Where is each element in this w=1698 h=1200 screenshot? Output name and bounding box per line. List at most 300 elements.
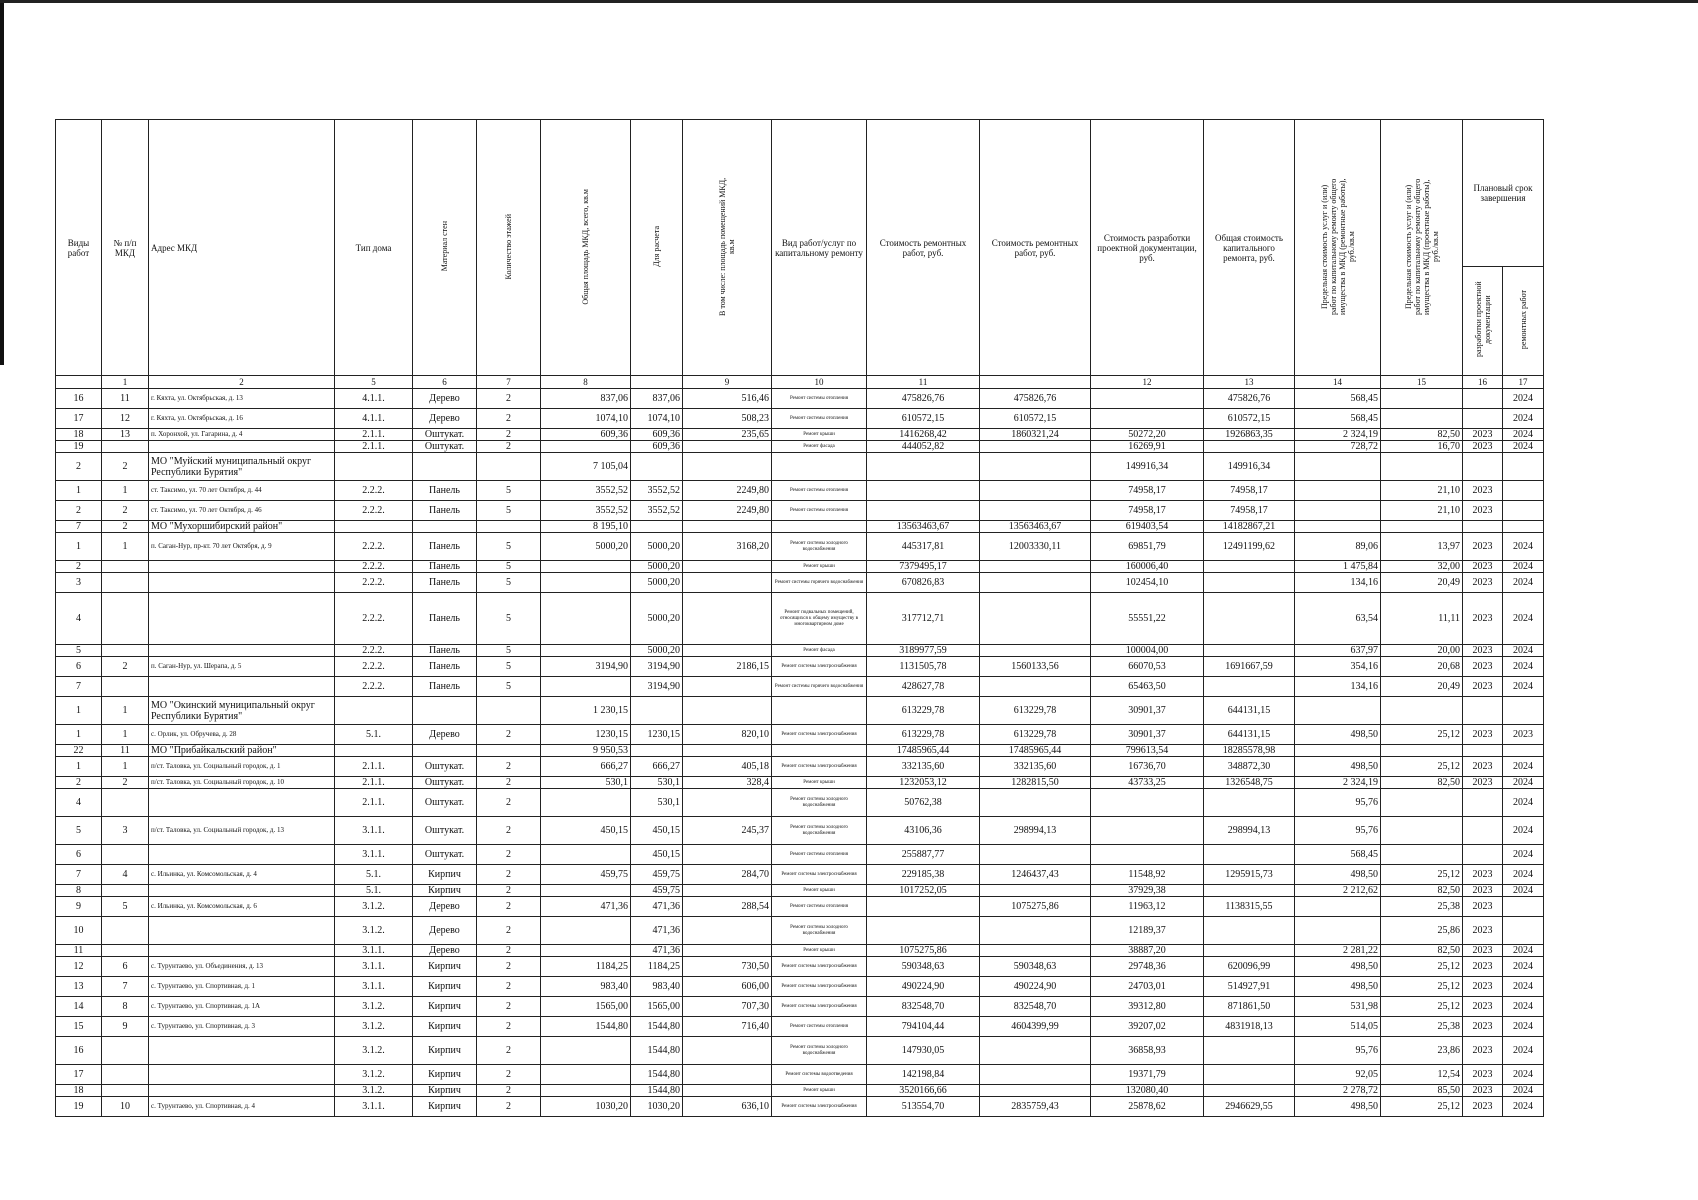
cell-wall-material: Кирпич [413,957,477,977]
cell-work-kind: 12 [56,957,102,977]
cell-work-kind: 1 [56,725,102,745]
cell-total-area: 837,06 [541,389,631,409]
cell-total-cost: 644131,15 [1204,725,1295,745]
column-number: 14 [1295,376,1381,389]
cell-wall-material: Кирпич [413,1097,477,1117]
cell-work-type: Ремонт системы электроснабжения [772,977,867,997]
cell-limit-design: 21,10 [1381,481,1463,501]
cell-design-cost: 69851,79 [1091,533,1204,561]
table-row [56,789,1544,817]
cell-mkd-num: 1 [102,725,149,745]
cell-limit-design: 85,50 [1381,1085,1463,1097]
cell-total-cost: 644131,15 [1204,697,1295,725]
cell-work-type: Ремонт системы водоотведения [772,1065,867,1085]
cell-deadline-design [1463,817,1503,845]
cell-work-type: Ремонт системы отопления [772,897,867,917]
cell-total-area: 1544,80 [541,1017,631,1037]
col-header-total-cost: Общая стоимость капитального ремонта, руб. [1204,120,1295,376]
cell-mkd-num: 4 [102,865,149,885]
cell-premises-area [683,573,772,593]
cell-deadline-design [1463,453,1503,481]
cell-total-cost [1204,1085,1295,1097]
cell-mkd-num [102,441,149,453]
cell-premises-area [683,561,772,573]
cell-total-area [541,593,631,645]
cell-premises-area [683,1037,772,1065]
cell-repair-cost-2: 1246437,43 [980,865,1091,885]
cell-limit-repair: 531,98 [1295,997,1381,1017]
cell-deadline-repair: 2024 [1503,977,1544,997]
cell-design-cost: 25878,62 [1091,1097,1204,1117]
cell-address [149,845,335,865]
column-number [980,376,1091,389]
cell-wall-material: Оштукат. [413,789,477,817]
cell-address: с. Турунтаево, ул. Спортивная, д. 1А [149,997,335,1017]
cell-house-type: 5.1. [335,725,413,745]
cell-limit-repair: 514,05 [1295,1017,1381,1037]
cell-repair-cost-2 [980,645,1091,657]
cell-wall-material: Панель [413,645,477,657]
table-row [56,885,1544,897]
cell-address [149,945,335,957]
column-number: 5 [335,376,413,389]
cell-total-area [541,573,631,593]
cell-floors [477,453,541,481]
cell-wall-material: Дерево [413,897,477,917]
table-row [56,573,1544,593]
cell-calc-area: 5000,20 [631,645,683,657]
cell-deadline-design: 2023 [1463,481,1503,501]
cell-deadline-repair: 2024 [1503,645,1544,657]
cell-repair-cost-2 [980,441,1091,453]
cell-deadline-repair: 2024 [1503,657,1544,677]
cell-repair-cost-2 [980,845,1091,865]
cell-premises-area [683,453,772,481]
cell-premises-area [683,789,772,817]
cell-total-area [541,1085,631,1097]
cell-wall-material: Панель [413,593,477,645]
cell-address [149,573,335,593]
cell-calc-area: 530,1 [631,789,683,817]
cell-mkd-num: 2 [102,657,149,677]
cell-premises-area: 820,10 [683,725,772,745]
cell-wall-material: Кирпич [413,885,477,897]
cell-deadline-design: 2023 [1463,1017,1503,1037]
column-number: 7 [477,376,541,389]
cell-limit-repair: 95,76 [1295,1037,1381,1065]
column-number: 13 [1204,376,1295,389]
cell-deadline-repair: 2024 [1503,441,1544,453]
col-header-total-area: Общая площадь МКД, всего, кв.м [541,120,631,376]
cell-calc-area: 471,36 [631,917,683,945]
cell-limit-design [1381,453,1463,481]
cell-total-cost: 475826,76 [1204,389,1295,409]
cell-limit-design: 25,12 [1381,997,1463,1017]
cell-repair-cost: 1075275,86 [867,945,980,957]
cell-floors: 2 [477,865,541,885]
cell-deadline-design: 2023 [1463,1085,1503,1097]
cell-limit-repair: 95,76 [1295,817,1381,845]
cell-mkd-num [102,845,149,865]
cell-work-type: Ремонт системы электроснабжения [772,757,867,777]
col-header-deadline: Плановый срок завершения [1463,120,1544,267]
cell-limit-repair: 498,50 [1295,977,1381,997]
cell-address: ст. Таксимо, ул. 70 лет Октября, д. 44 [149,481,335,501]
cell-deadline-design: 2023 [1463,945,1503,957]
cell-design-cost: 11548,92 [1091,865,1204,885]
cell-premises-area [683,645,772,657]
cell-address: с. Ильинка, ул. Комсомольская, д. 4 [149,865,335,885]
cell-limit-design [1381,789,1463,817]
cell-limit-repair: 134,16 [1295,677,1381,697]
cell-repair-cost: 444052,82 [867,441,980,453]
table-row [56,593,1544,645]
cell-limit-repair: 498,50 [1295,957,1381,977]
table-row [56,957,1544,977]
cell-repair-cost-2: 490224,90 [980,977,1091,997]
cell-wall-material: Дерево [413,409,477,429]
cell-floors [477,521,541,533]
cell-address: п. Хоронхой, ул. Гагарина, д. 4 [149,429,335,441]
cell-repair-cost-2: 1860321,24 [980,429,1091,441]
cell-repair-cost: 610572,15 [867,409,980,429]
cell-total-area: 1184,25 [541,957,631,977]
cell-work-type: Ремонт системы холодного водоснабжения [772,917,867,945]
col-header-address: Адрес МКД [149,120,335,376]
cell-address [149,645,335,657]
cell-mkd-num [102,573,149,593]
cell-address: с. Турунтаево, ул. Объединения, д. 13 [149,957,335,977]
cell-address: МО "Окинский муниципальный округ Республики Бурятия" [149,697,335,725]
col-header-deadline-design: разработки проектной документации [1463,267,1503,376]
cell-wall-material: Кирпич [413,977,477,997]
cell-premises-area: 716,40 [683,1017,772,1037]
table-row [56,725,1544,745]
cell-calc-area: 983,40 [631,977,683,997]
col-header-limit-design: Предельная стоимость услуг и (или) работ по капитальному ремонту общего имущества в МКД (проектные работы), руб./кв.м [1381,120,1463,376]
cell-premises-area [683,521,772,533]
cell-mkd-num: 1 [102,481,149,501]
cell-premises-area [683,1065,772,1085]
cell-deadline-repair: 2024 [1503,1037,1544,1065]
cell-premises-area: 606,00 [683,977,772,997]
scan-top-edge [0,0,1698,3]
cell-total-cost: 1138315,55 [1204,897,1295,917]
cell-repair-cost: 794104,44 [867,1017,980,1037]
cell-design-cost: 66070,53 [1091,657,1204,677]
cell-total-cost: 74958,17 [1204,501,1295,521]
cell-house-type: 2.1.1. [335,777,413,789]
cell-mkd-num [102,593,149,645]
cell-limit-design [1381,817,1463,845]
capital-repair-table [55,119,1544,1117]
cell-work-kind: 18 [56,1085,102,1097]
cell-deadline-repair [1503,501,1544,521]
cell-premises-area: 2186,15 [683,657,772,677]
cell-design-cost [1091,389,1204,409]
cell-mkd-num [102,677,149,697]
cell-floors: 2 [477,1097,541,1117]
cell-deadline-repair: 2024 [1503,845,1544,865]
cell-limit-design: 20,49 [1381,573,1463,593]
cell-mkd-num [102,917,149,945]
column-number: 16 [1463,376,1503,389]
cell-work-kind: 6 [56,845,102,865]
cell-work-type: Ремонт системы отопления [772,845,867,865]
cell-repair-cost: 1232053,12 [867,777,980,789]
cell-repair-cost: 475826,76 [867,389,980,409]
cell-deadline-repair: 2024 [1503,1065,1544,1085]
cell-calc-area: 459,75 [631,865,683,885]
cell-wall-material: Кирпич [413,865,477,885]
cell-work-kind: 1 [56,757,102,777]
cell-work-type: Ремонт системы электроснабжения [772,1097,867,1117]
cell-mkd-num: 5 [102,897,149,917]
cell-calc-area: 3194,90 [631,657,683,677]
cell-address: г. Кяхта, ул. Октябрьская, д. 13 [149,389,335,409]
cell-repair-cost-2 [980,573,1091,593]
cell-limit-design [1381,409,1463,429]
cell-repair-cost [867,481,980,501]
cell-total-area [541,885,631,897]
cell-calc-area: 450,15 [631,817,683,845]
cell-limit-design [1381,697,1463,725]
cell-floors: 2 [477,429,541,441]
cell-repair-cost-2: 1560133,56 [980,657,1091,677]
cell-premises-area [683,885,772,897]
cell-house-type: 5.1. [335,865,413,885]
cell-premises-area [683,917,772,945]
cell-address: п/ст. Таловка, ул. Социальный городок, д. 13 [149,817,335,845]
cell-work-type: Ремонт фасада [772,441,867,453]
cell-repair-cost [867,453,980,481]
cell-deadline-repair [1503,453,1544,481]
cell-repair-cost: 255887,77 [867,845,980,865]
cell-limit-design: 25,12 [1381,957,1463,977]
cell-work-kind: 14 [56,997,102,1017]
cell-repair-cost: 613229,78 [867,725,980,745]
cell-design-cost: 16736,70 [1091,757,1204,777]
cell-total-area: 471,36 [541,897,631,917]
cell-total-area [541,645,631,657]
col-header-house-type: Тип дома [335,120,413,376]
cell-wall-material: Оштукат. [413,757,477,777]
cell-work-kind: 19 [56,441,102,453]
cell-work-type: Ремонт крыши [772,945,867,957]
cell-work-type: Ремонт системы отопления [772,389,867,409]
cell-total-cost: 1326548,75 [1204,777,1295,789]
cell-deadline-design: 2023 [1463,645,1503,657]
cell-total-cost: 610572,15 [1204,409,1295,429]
cell-house-type: 2.2.2. [335,645,413,657]
cell-wall-material: Дерево [413,945,477,957]
cell-deadline-design: 2023 [1463,865,1503,885]
cell-wall-material: Оштукат. [413,817,477,845]
cell-total-area: 7 105,04 [541,453,631,481]
cell-repair-cost: 490224,90 [867,977,980,997]
cell-mkd-num [102,885,149,897]
cell-wall-material: Оштукат. [413,441,477,453]
cell-house-type: 2.1.1. [335,789,413,817]
cell-total-area [541,789,631,817]
cell-total-cost [1204,1037,1295,1065]
cell-deadline-design: 2023 [1463,997,1503,1017]
cell-work-kind: 1 [56,533,102,561]
cell-address: п/ст. Таловка, ул. Социальный городок, д. 1 [149,757,335,777]
cell-house-type: 2.1.1. [335,441,413,453]
cell-wall-material: Панель [413,533,477,561]
cell-address: МО "Муйский муниципальный округ Республики Бурятия" [149,453,335,481]
cell-calc-area: 5000,20 [631,533,683,561]
cell-house-type: 2.1.1. [335,429,413,441]
cell-deadline-design: 2023 [1463,957,1503,977]
cell-work-kind: 10 [56,917,102,945]
cell-premises-area [683,1085,772,1097]
cell-total-cost: 14182867,21 [1204,521,1295,533]
cell-limit-design: 82,50 [1381,777,1463,789]
cell-repair-cost: 513554,70 [867,1097,980,1117]
table-row [56,1097,1544,1117]
cell-limit-repair: 63,54 [1295,593,1381,645]
table-row [56,757,1544,777]
cell-design-cost: 30901,37 [1091,697,1204,725]
column-number: 11 [867,376,980,389]
cell-deadline-repair: 2024 [1503,409,1544,429]
cell-design-cost: 43733,25 [1091,777,1204,789]
cell-repair-cost-2: 298994,13 [980,817,1091,845]
cell-deadline-repair: 2024 [1503,561,1544,573]
column-number: 15 [1381,376,1463,389]
cell-total-cost [1204,593,1295,645]
cell-total-area: 1074,10 [541,409,631,429]
cell-total-cost [1204,789,1295,817]
cell-total-cost [1204,645,1295,657]
cell-wall-material [413,697,477,725]
cell-repair-cost-2 [980,561,1091,573]
cell-work-kind: 7 [56,521,102,533]
cell-repair-cost: 1131505,78 [867,657,980,677]
cell-floors: 5 [477,573,541,593]
cell-deadline-repair: 2024 [1503,997,1544,1017]
cell-limit-repair: 2 278,72 [1295,1085,1381,1097]
cell-repair-cost-2: 1282815,50 [980,777,1091,789]
cell-repair-cost-2 [980,677,1091,697]
column-number: 8 [541,376,631,389]
cell-deadline-repair [1503,897,1544,917]
cell-design-cost: 37929,38 [1091,885,1204,897]
cell-repair-cost-2: 17485965,44 [980,745,1091,757]
cell-repair-cost: 317712,71 [867,593,980,645]
cell-calc-area: 450,15 [631,845,683,865]
cell-premises-area: 245,37 [683,817,772,845]
cell-limit-repair: 498,50 [1295,725,1381,745]
cell-deadline-repair: 2024 [1503,593,1544,645]
cell-address: МО "Прибайкальский район" [149,745,335,757]
cell-calc-area: 1230,15 [631,725,683,745]
cell-work-kind: 8 [56,885,102,897]
cell-design-cost [1091,789,1204,817]
col-header-wall-material: Материал стен [413,120,477,376]
cell-work-kind: 1 [56,697,102,725]
cell-design-cost: 50272,20 [1091,429,1204,441]
cell-house-type: 2.1.1. [335,757,413,777]
cell-calc-area: 3194,90 [631,677,683,697]
cell-premises-area [683,845,772,865]
cell-limit-repair [1295,745,1381,757]
column-number: 10 [772,376,867,389]
cell-wall-material: Кирпич [413,997,477,1017]
cell-limit-repair: 354,16 [1295,657,1381,677]
table-row [56,865,1544,885]
cell-total-cost: 74958,17 [1204,481,1295,501]
cell-house-type: 3.1.2. [335,897,413,917]
cell-floors: 2 [477,757,541,777]
cell-limit-repair: 498,50 [1295,1097,1381,1117]
cell-design-cost [1091,845,1204,865]
cell-calc-area: 5000,20 [631,573,683,593]
cell-floors: 2 [477,845,541,865]
cell-calc-area: 1565,00 [631,997,683,1017]
cell-calc-area: 3552,52 [631,501,683,521]
cell-deadline-repair: 2024 [1503,957,1544,977]
cell-work-type: Ремонт крыши [772,885,867,897]
header-row [56,120,1544,267]
cell-house-type: 3.1.2. [335,997,413,1017]
cell-design-cost: 160006,40 [1091,561,1204,573]
cell-premises-area: 288,54 [683,897,772,917]
cell-house-type: 3.1.2. [335,1037,413,1065]
cell-wall-material: Оштукат. [413,429,477,441]
cell-limit-repair: 568,45 [1295,389,1381,409]
cell-limit-design: 21,10 [1381,501,1463,521]
cell-deadline-design: 2023 [1463,757,1503,777]
cell-limit-design: 20,00 [1381,645,1463,657]
column-number: 6 [413,376,477,389]
cell-limit-design: 11,11 [1381,593,1463,645]
cell-mkd-num [102,1065,149,1085]
cell-limit-repair: 2 212,62 [1295,885,1381,897]
cell-total-cost: 149916,34 [1204,453,1295,481]
cell-repair-cost-2 [980,453,1091,481]
cell-work-kind: 15 [56,1017,102,1037]
cell-calc-area: 459,75 [631,885,683,897]
cell-mkd-num: 9 [102,1017,149,1037]
cell-limit-repair [1295,917,1381,945]
cell-limit-design: 23,86 [1381,1037,1463,1065]
cell-work-kind: 6 [56,657,102,677]
cell-mkd-num: 2 [102,777,149,789]
cell-deadline-repair [1503,697,1544,725]
col-header-premises-area: В том числе: площадь помещений МКД, кв.м [683,120,772,376]
cell-work-type [772,697,867,725]
cell-address [149,789,335,817]
cell-address [149,1085,335,1097]
cell-mkd-num: 11 [102,745,149,757]
cell-work-type: Ремонт системы горячего водоснабжения [772,677,867,697]
cell-calc-area: 530,1 [631,777,683,789]
cell-deadline-design [1463,389,1503,409]
column-number: 9 [683,376,772,389]
cell-total-area [541,677,631,697]
cell-deadline-design: 2023 [1463,429,1503,441]
cell-deadline-repair [1503,481,1544,501]
cell-repair-cost-2: 590348,63 [980,957,1091,977]
cell-deadline-design: 2023 [1463,501,1503,521]
cell-calc-area: 609,36 [631,441,683,453]
cell-limit-repair: 2 324,19 [1295,429,1381,441]
cell-deadline-repair: 2024 [1503,757,1544,777]
cell-address [149,441,335,453]
